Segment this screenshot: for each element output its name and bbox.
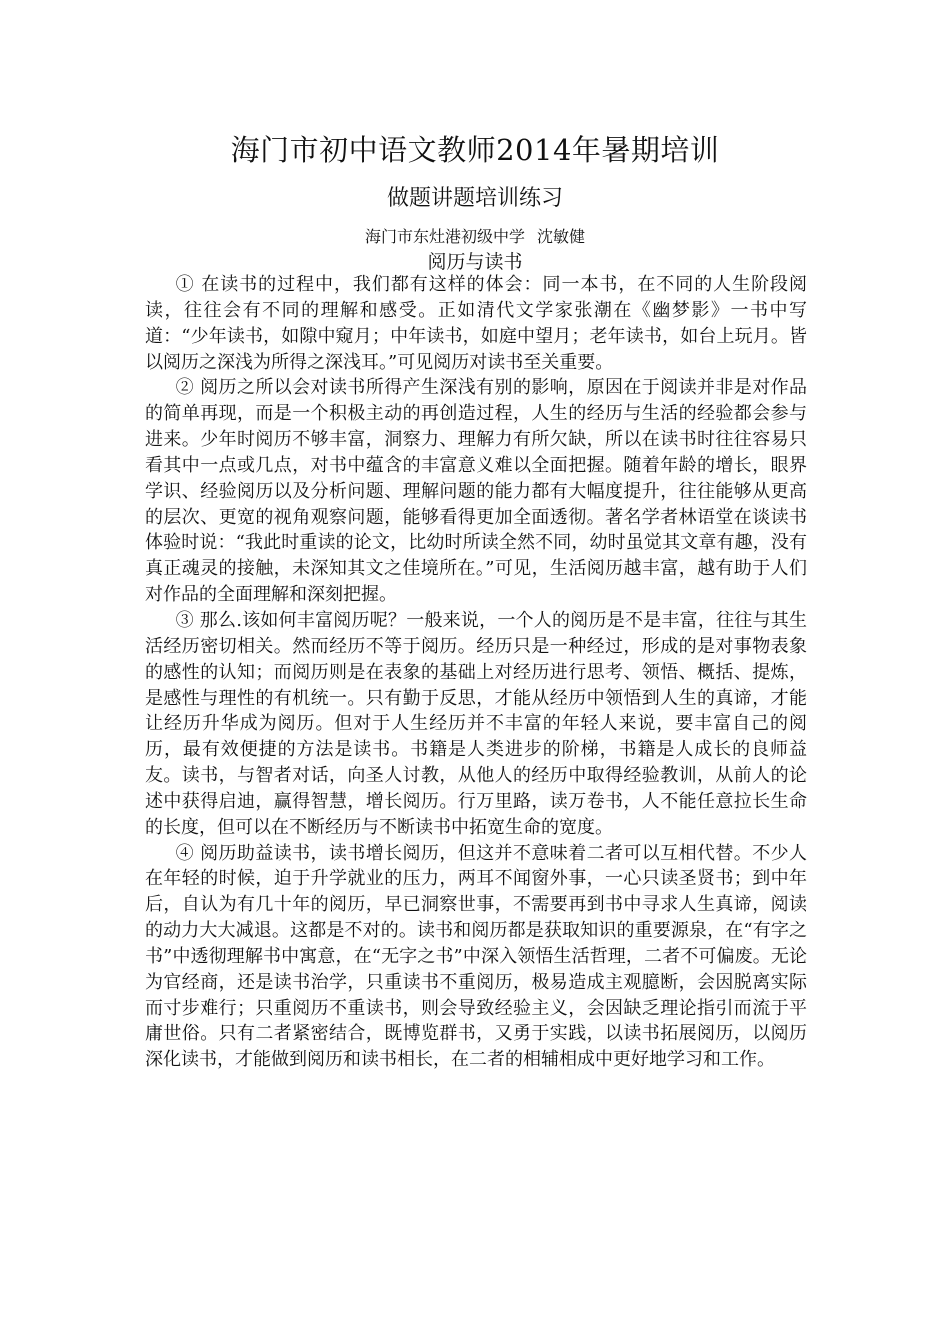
paragraph-2: ② 阅历之所以会对读书所得产生深浅有别的影响，原因在于阅读并非是对作品的简单再现，而是一个积极主动的再创造过程，人生的经历与生活的经验都会参与进来。少年时阅历不够丰富，洞察力、理解力有所欠缺，所以在读书时往往容易只看其中一点或几点，对书中蕴含的丰富意义难以全面把握。随着年龄的增长，眼界学识、经验阅历以及分析问题、理解问题的能力都有大幅度提升，往往能够从更高的层次、更宽的视角观察问题，能够看得更加全面透彻。著名学者林语堂在谈读书体验时说：“我此时重读的论文，比幼时所读全然不同，幼时虽觉其文章有趣，没有真正魂灵的接触，未深知其文之佳境所在。”可见，生活阅历越丰富，越有助于人们对作品的全面理解和深刻把握。 xyxy=(145,377,807,606)
paragraph-4: ④ 阅历助益读书，读书增长阅历，但这并不意味着二者可以互相代替。不少人在年轻的时候，迫于升学就业的压力，两耳不闻窗外事，一心只读圣贤书；到中年后，自认为有几十年的阅历，早已洞察世事，不需要再到书中寻求人生真谛，阅读的动力大大减退。这都是不对的。读书和阅历都是获取知识的重要源泉，在“有字之书”中透彻理解书中寓意，在“无字之书”中深入领悟生活哲理，二者不可偏废。无论为官经商，还是读书治学，只重读书不重阅历，极易造成主观臆断，会因脱离实际而寸步难行；只重阅历不重读书，则会导致经验主义，会因缺乏理论指引而流于平庸世俗。只有二者紧密结合，既博览群书，又勇于实践，以读书拓展阅历，以阅历深化读书，才能做到阅历和读书相长，在二者的相辅相成中更好地学习和工作。 xyxy=(145,842,807,1071)
essay-title: 阅历与读书 xyxy=(427,251,523,273)
author-name: 沈敏健 xyxy=(537,227,586,246)
paragraph-3: ③ 那么.该如何丰富阅历呢？一般来说，一个人的阅历是不是丰富，往往与其生活经历密切相关。然而经历不等于阅历。经历只是一种经过，形成的是对事物表象的感性的认知；而阅历则是在表象的基础上对经历进行思考、领悟、概括、提炼，是感性与理性的有机统一。只有勤于反思，才能从经历中领悟到人生的真谛，才能让经历升华成为阅历。但对于人生经历并不丰富的年轻人来说，要丰富自己的阅历，最有效便捷的方法是读书。书籍是人类进步的阶梯，书籍是人成长的良师益友。读书，与智者对话，向圣人讨教，从他人的经历中取得经验教训，从前人的论述中获得启迪，赢得智慧，增长阅历。行万里路，读万卷书，人不能任意拉长生命的长度，但可以在不断经历与不断读书中拓宽生命的宽度。 xyxy=(145,609,807,838)
paragraph-1: ① 在读书的过程中，我们都有这样的体会：同一本书，在不同的人生阶段阅读，往往会有不同的理解和感受。正如清代文学家张潮在《幽梦影》一书中写道：“少年读书，如隙中窥月；中年读书，如庭中望月；老年读书，如台上玩月。皆以阅历之深浅为所得之深浅耳。”可见阅历对读书至关重要。 xyxy=(145,274,807,373)
author-school: 海门市东灶港初级中学 xyxy=(364,227,525,246)
document-subtitle: 做题讲题培训练习 xyxy=(386,186,563,211)
author-line xyxy=(0,225,950,249)
essay-body xyxy=(145,272,807,1073)
document-title: 海门市初中语文教师2014年暑期培训 xyxy=(230,133,720,167)
